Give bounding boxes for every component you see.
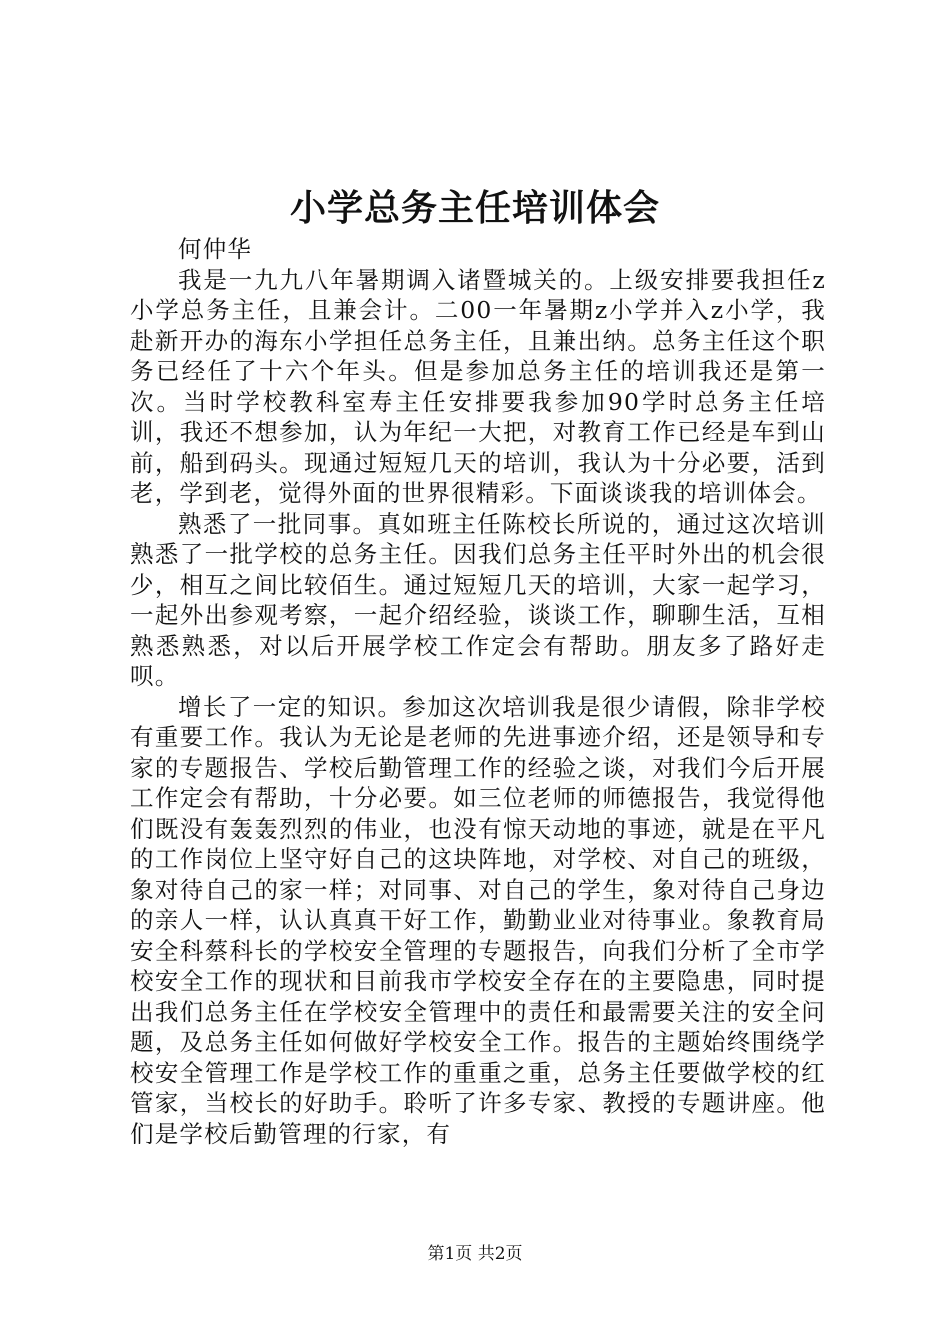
paragraph: 熟悉了一批同事。真如班主任陈校长所说的，通过这次培训熟悉了一批学校的总务主任。因我们总务主任平时外出的机会很少，相互之间比较佰生。通过短短几天的培训，大家一起学习，一起外出参观考察，一起介绍经验，谈谈工作，聊聊生活，互相熟悉熟悉，对以后开展学校工作定会有帮助。朋友多了路好走呗。 [130, 509, 826, 690]
paragraph: 增长了一定的知识。参加这次培训我是很少请假，除非学校有重要工作。我认为无论是老师的先进事迹介绍，还是领导和专家的专题报告、学校后勤管理工作的经验之谈，对我们今后开展工作定会有帮助，十分必要。如三位老师的师德报告，我觉得他们既没有轰轰烈烈的伟业，也没有惊天动地的事迹，就是在平凡的工作岗位上坚守好自己的这块阵地，对学校、对自己的班级，象对待自己的家一样；对同事、对自己的学生，象对待自己身边的亲人一样，认认真真干好工作，勤勤业业对待事业。象教育局安全科蔡科长的学校安全管理的专题报告，向我们分析了全市学校安全工作的现状和目前我市学校安全存在的主要隐患，同时提出我们总务主任在学校安全管理中的责任和最需要关注的安全问题，及总务主任如何做好学校安全工作。报告的主题始终围绕学校安全管理工作是学校工作的重重之重，总务主任要做学校的红管家，当校长的好助手。聆听了许多专家、教授的专题讲座。他们是学校后勤管理的行家，有 [130, 692, 826, 1148]
author-name: 何仲华 [178, 235, 253, 263]
page-footer: 第1页 共2页 [427, 1244, 523, 1264]
document-body [130, 234, 826, 1149]
document-title: 小学总务主任培训体会 [289, 187, 660, 229]
paragraph: 我是一九九八年暑期调入诸暨城关的。上级安排要我担任z小学总务主任，且兼会计。二00一年暑期z小学并入z小学，我赴新开办的海东小学担任总务主任，且兼出纳。总务主任这个职务已经任了十六个年头。但是参加总务主任的培训我还是第一次。当时学校教科室寿主任安排要我参加90学时总务主任培训，我还不想参加，认为年纪一大把，对教育工作已经是车到山前，船到码头。现通过短短几天的培训，我认为十分必要，活到老，学到老，觉得外面的世界很精彩。下面谈谈我的培训体会。 [130, 265, 826, 507]
